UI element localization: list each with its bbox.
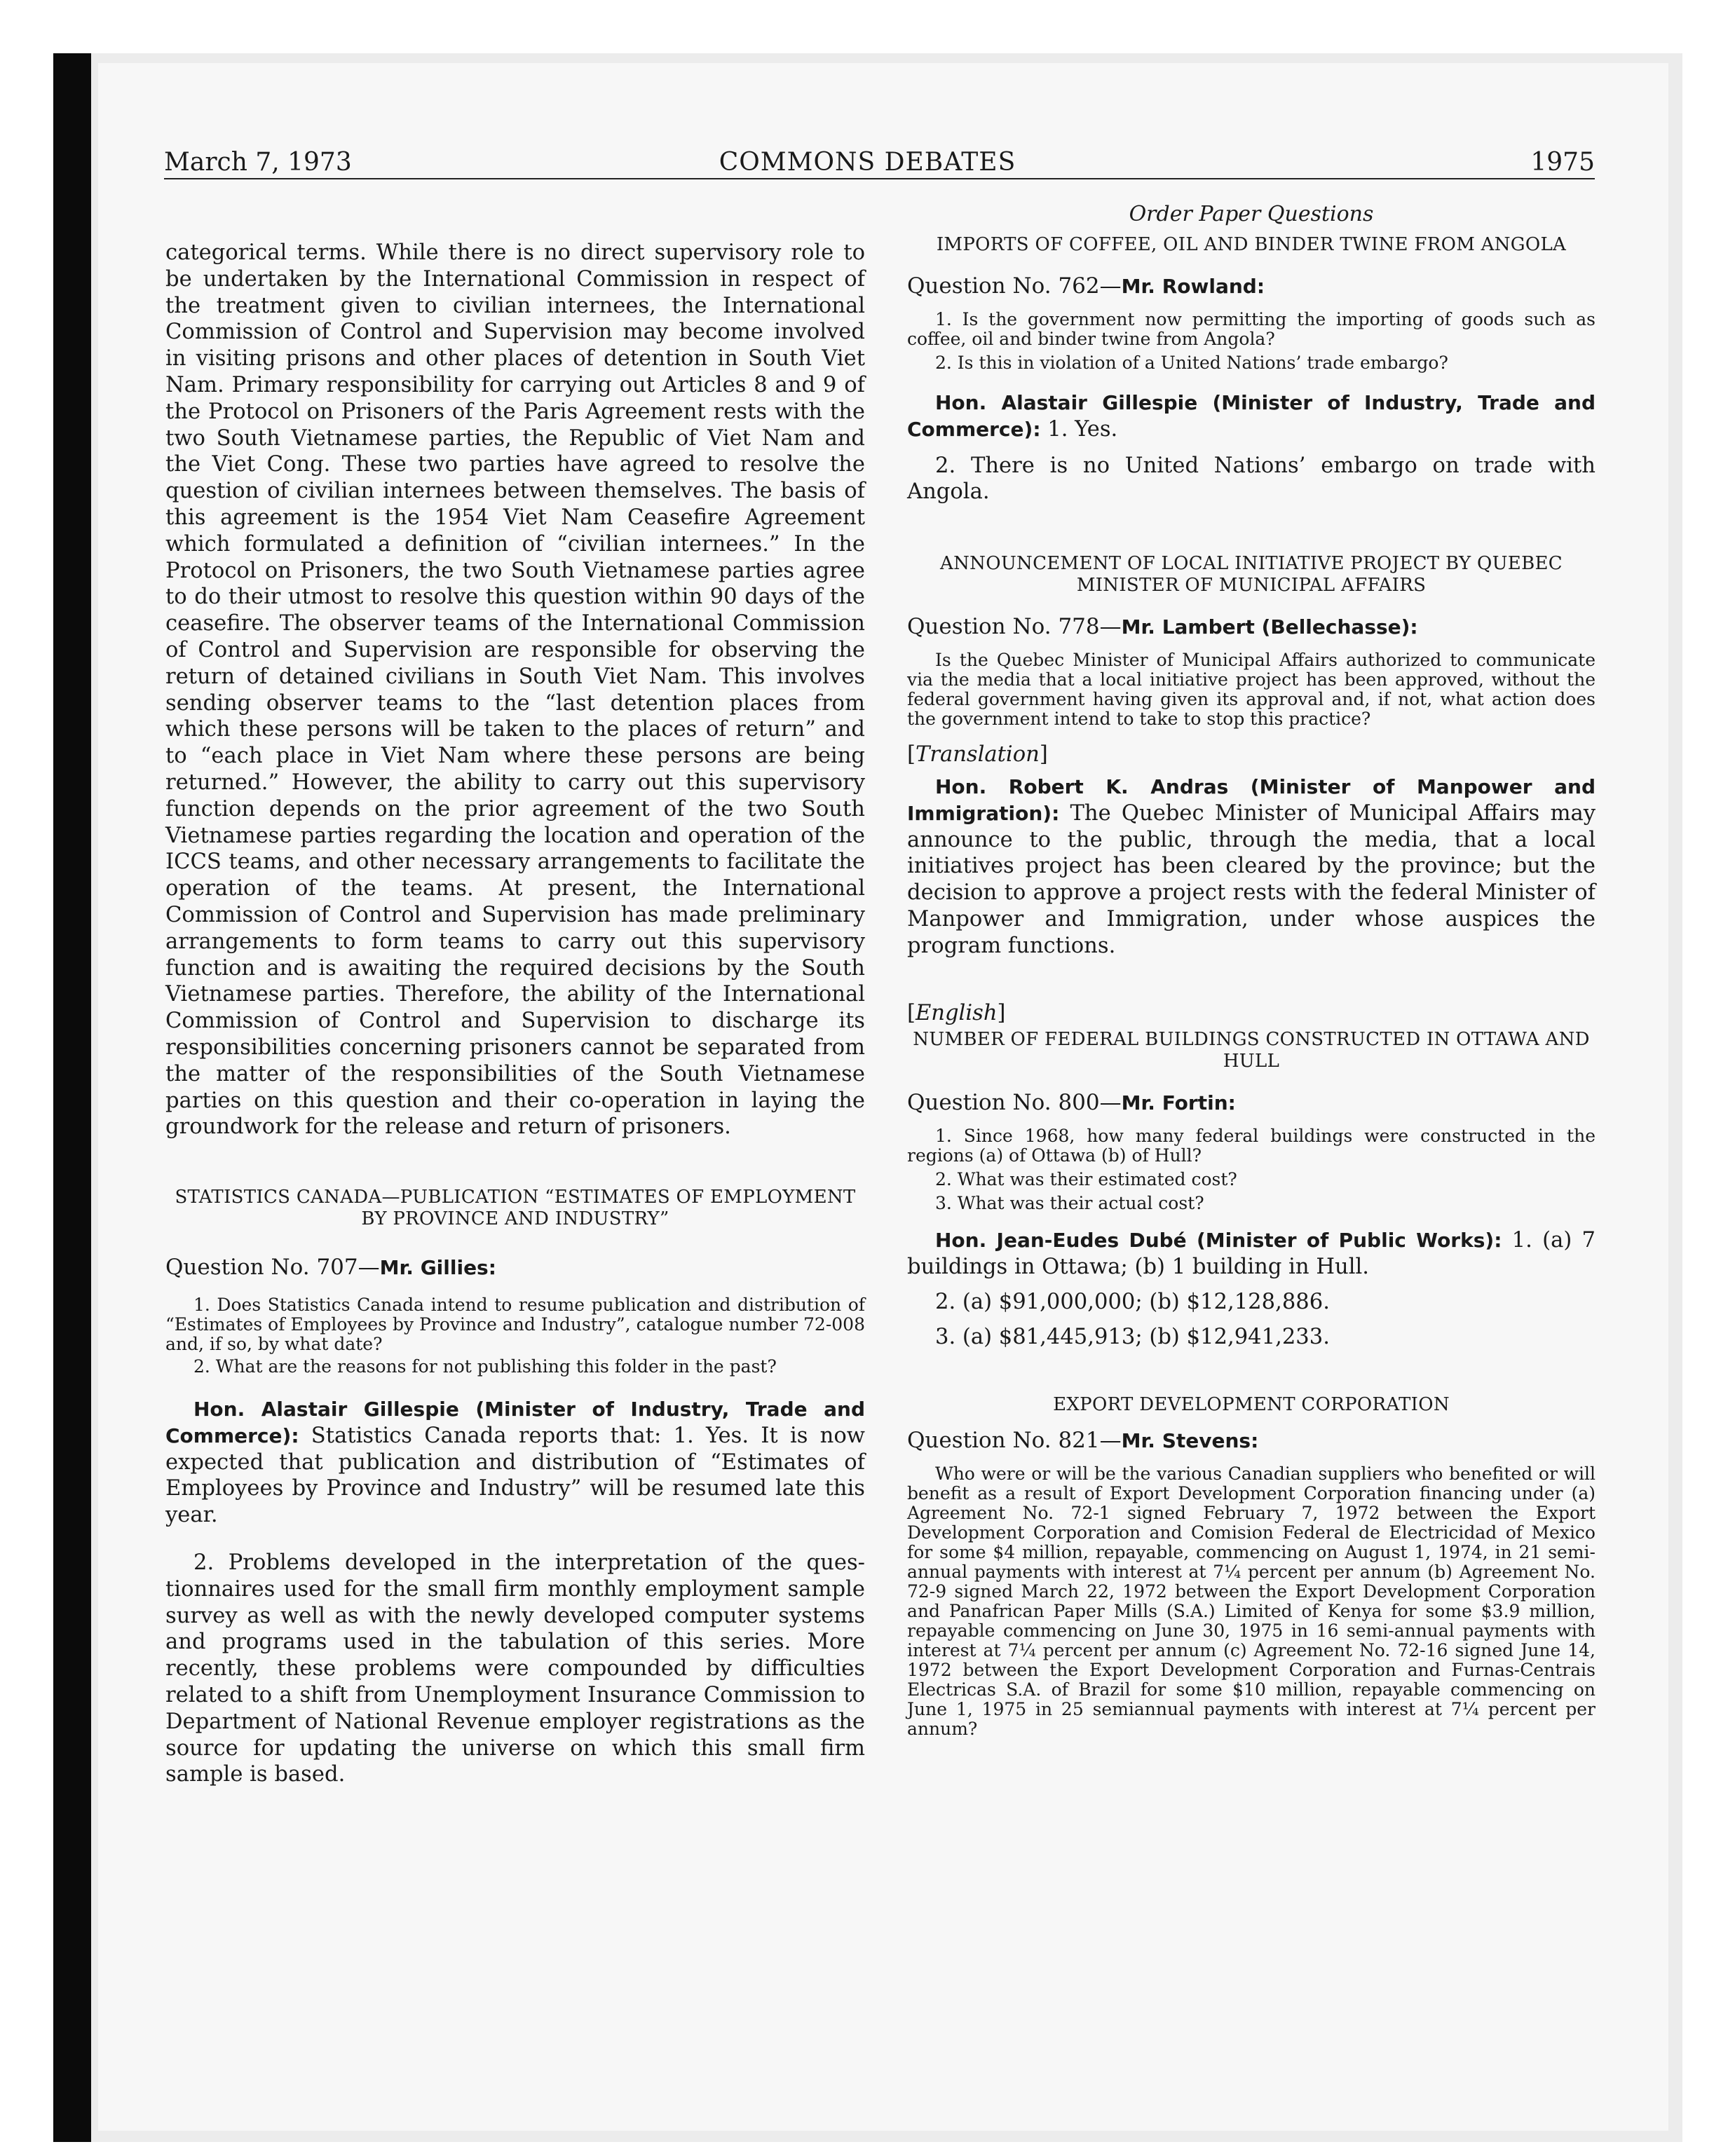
q821-question-prefix: Question No. 821— xyxy=(907,1427,1122,1453)
q821-question: Who were or will be the various Canadian suppliers who benefited or will benefit as a result of Export Development Corporation financing under (a) Agreement No. 72-1 signed February 7, 1972 between the Export Development Corporation and Comision Federal de Electricidad of Mexico for some $4 million, repayable, commencing on August 1, 1974, in 21 semi-annual payments with interest at 7¼ percent per annum (b) Agreement No. 72-9 signed March 22, 1972 between the Export Development Corporation and Panafrican Paper Mills (S.A.) Limited of Kenya for some $3.9 million, repayable commencing on June 30, 1975 in 16 semi-annual payments with interest at 7¼ percent per annum (c) Agreement No. 72-16 signed June 14, 1972 between the Export Development Corporation and Furnas-Centrais Electricas S.A. of Brazil for some $10 million, repayable commencing on June 1, 1975 in 25 semiannual payments with interest at 7¼ percent per annum? xyxy=(907,1463,1595,1739)
q800-answer-3: 3. (a) $81,445,913; (b) $12,941,233. xyxy=(935,1324,1330,1349)
english-note-text: English xyxy=(915,1000,998,1025)
header-title: COMMONS DEBATES xyxy=(719,148,1016,177)
q800-question-prefix: Question No. 800— xyxy=(907,1090,1122,1116)
continuation-paragraph: categorical terms. While there is no direct supervisory role to be undertaken by the International Commission in respect of the treatment given to civilian internees, the International Commission of Control and Supervision may become involved in visiting prisons and other places of detention in South Viet Nam. Primary responsibility for carrying out Articles 8 and 9 of the Protocol on Prisoners of the Paris Agreement rests with the two South Vietnamese parties, the Republic of Viet Nam and the Viet Cong. These two parties have agreed to resolve the question of civilian internees between themselves. The basis of this agreement is the 1954 Viet Nam Ceasefire Agreement which formulated a definition of “civilian internees.” In the Protocol on Prisoners, the two South Vietnamese parties agree to do their utmost to resolve this question within 90 days of the ceasefire. The observer teams of the International Commission of Control and Supervision are responsible for observing the return of detained civilians in South Viet Nam. This involves sending observer teams to the “last detention places from which these persons will be taken to the places of return” and to “each place in Viet Nam where these persons are being returned.” However, the ability to carry out this supervisory function depends on the prior agreement of the two South Vietnamese parties regarding the location and operation of the ICCS teams, and other necessary arrangements to facilitate the operation of the teams. At present, the International Commission of Control and Supervision has made preliminary arrangements to form teams to carry out this supervisory function and is awaiting the required decisions by the South Vietnamese parties. Therefore, the ability of the International Commission of Control and Supervision to discharge its responsibilities concerning prisoners cannot be separated from the matter of the responsibilities of the South Vietnamese parties on this question and their co-operation in laying the groundwork for the release and return of prisoners. xyxy=(165,240,865,1140)
q778-question: Is the Quebec Minister of Municipal Affairs authorized to communicate via the media that a local initiative project has been approved, without the federal government having given its approval and, if not, what action does the government intend to take to stop this practice? xyxy=(907,650,1595,730)
q778-question-prefix: Question No. 778— xyxy=(907,614,1122,640)
q821-heading: EXPORT DEVELOPMENT CORPORATION xyxy=(1053,1393,1450,1415)
q778-answer xyxy=(907,774,1595,960)
left-column xyxy=(165,189,865,1788)
q762-question-prefix: Question No. 762— xyxy=(907,273,1122,299)
english-note: [English] xyxy=(907,1000,1006,1025)
q707-part-2: 2. What are the reasons for not publishing this folder in the past? xyxy=(193,1356,777,1377)
header-date: March 7, 1973 xyxy=(164,148,352,177)
q762-part-2: 2. Is this in violation of a United Nations’ trade embargo? xyxy=(935,353,1448,373)
q707-member: Mr. Gillies: xyxy=(379,1256,496,1280)
q762-question-line xyxy=(907,273,1595,300)
q800-question-line xyxy=(907,1089,1595,1117)
q800-heading: NUMBER OF FEDERAL BUILDINGS CONSTRUCTED IN OTTAWA AND HULL xyxy=(913,1029,1590,1072)
q800-part-1: 1. Since 1968, how many federal buildings were constructed in the regions (a) of Ottawa (b) of Hull? xyxy=(907,1126,1595,1166)
q762-answer-1 xyxy=(907,390,1595,443)
q707-answer-1 xyxy=(165,1396,865,1529)
q762-member: Mr. Rowland: xyxy=(1121,275,1265,298)
q778-question-line xyxy=(907,613,1595,641)
q821-member: Mr. Stevens: xyxy=(1121,1428,1259,1452)
translation-note-text: Translation xyxy=(915,742,1040,767)
q800-answer-1-text: 1. (a) 7 buildings in Ottawa; (b) 1 building in Hull. xyxy=(907,1228,1595,1280)
q821-question-line xyxy=(907,1427,1595,1454)
header-rule xyxy=(164,178,1595,179)
q800-answer-2: 2. (a) $91,000,000; (b) $12,128,886. xyxy=(935,1289,1330,1314)
q800-part-3: 3. What was their actual cost? xyxy=(935,1193,1204,1214)
q800-member: Mr. Fortin: xyxy=(1121,1091,1236,1115)
q800-answer-1 xyxy=(907,1227,1595,1281)
q778-answer-text: The Quebec Minister of Municipal Affairs may announce to the public, through the media, that a local initiatives project has been cleared by the province; but the decision to approve a project rests with the federal Minister of Manpower and Immigration, under whose auspices the program functions. xyxy=(907,800,1595,958)
q762-answer-2: 2. There is no United Nations’ embargo on trade with Angola. xyxy=(907,453,1595,505)
binding-edge xyxy=(53,53,91,2142)
q778-member: Mr. Lambert (Bellechasse): xyxy=(1121,615,1418,639)
header-page-number: 1975 xyxy=(1530,148,1595,177)
q707-heading: STATISTICS CANADA—PUBLICATION “ESTIMATES OF EMPLOYMENT BY PROVINCE AND INDUSTRY” xyxy=(175,1187,856,1230)
q778-heading: ANNOUNCEMENT OF LOCAL INITIATIVE PROJECT BY QUEBEC MINISTER OF MUNICIPAL AFFAIRS xyxy=(940,553,1563,596)
q800-speaker: Hon. Jean-Eudes Dubé (Minister of Public Works): xyxy=(935,1229,1502,1253)
q778-speaker: Hon. Robert K. Andras (Minister of Manpower and Immigration): xyxy=(907,775,1595,825)
q707-question-prefix: Question No. 707— xyxy=(165,1255,380,1281)
q800-part-2: 2. What was their estimated cost? xyxy=(935,1169,1237,1190)
q762-part-1: 1. Is the government now permitting the importing of goods such as coffee, oil and binder twine from Angola? xyxy=(907,309,1595,349)
q707-question-line xyxy=(165,1254,865,1281)
q707-speaker: Hon. Alastair Gillespie (Minister of Industry, Trade and Commerce): xyxy=(165,1398,865,1447)
q762-heading: IMPORTS OF COFFEE, OIL AND BINDER TWINE FROM ANGOLA xyxy=(936,234,1567,255)
q707-part-1: 1. Does Statistics Canada intend to resume publication and distribution of “Estimates of Employees by Province and Industry”, catalogue number 72-008 and, if so, by what date? xyxy=(165,1295,865,1355)
right-column xyxy=(907,189,1595,1739)
q707-answer-1-text: Statistics Canada reports that: 1. Yes. It is now expected that publication and distribution of “Estimates of Employees by Province and Industry” will be resumed late this year. xyxy=(165,1423,865,1528)
translation-note: [Translation] xyxy=(907,742,1048,767)
q762-answer-1-text: 1. Yes. xyxy=(1040,416,1118,442)
q707-answer-2: 2. Problems developed in the interpretation of the questionnaires used for the small firm monthly employment sample survey as well as with the newly developed computer systems and programs used in the tabulation of this series. More recently, these problems were compounded by difficulties related to a shift from Unemployment Insurance Commission to Department of National Revenue employer registrations as the source for updating the universe on which this small firm sample is based. xyxy=(165,1550,865,1787)
q762-speaker: Hon. Alastair Gillespie (Minister of Industry, Trade and Commerce): xyxy=(907,391,1595,441)
section-title: Order Paper Questions xyxy=(1129,202,1374,226)
